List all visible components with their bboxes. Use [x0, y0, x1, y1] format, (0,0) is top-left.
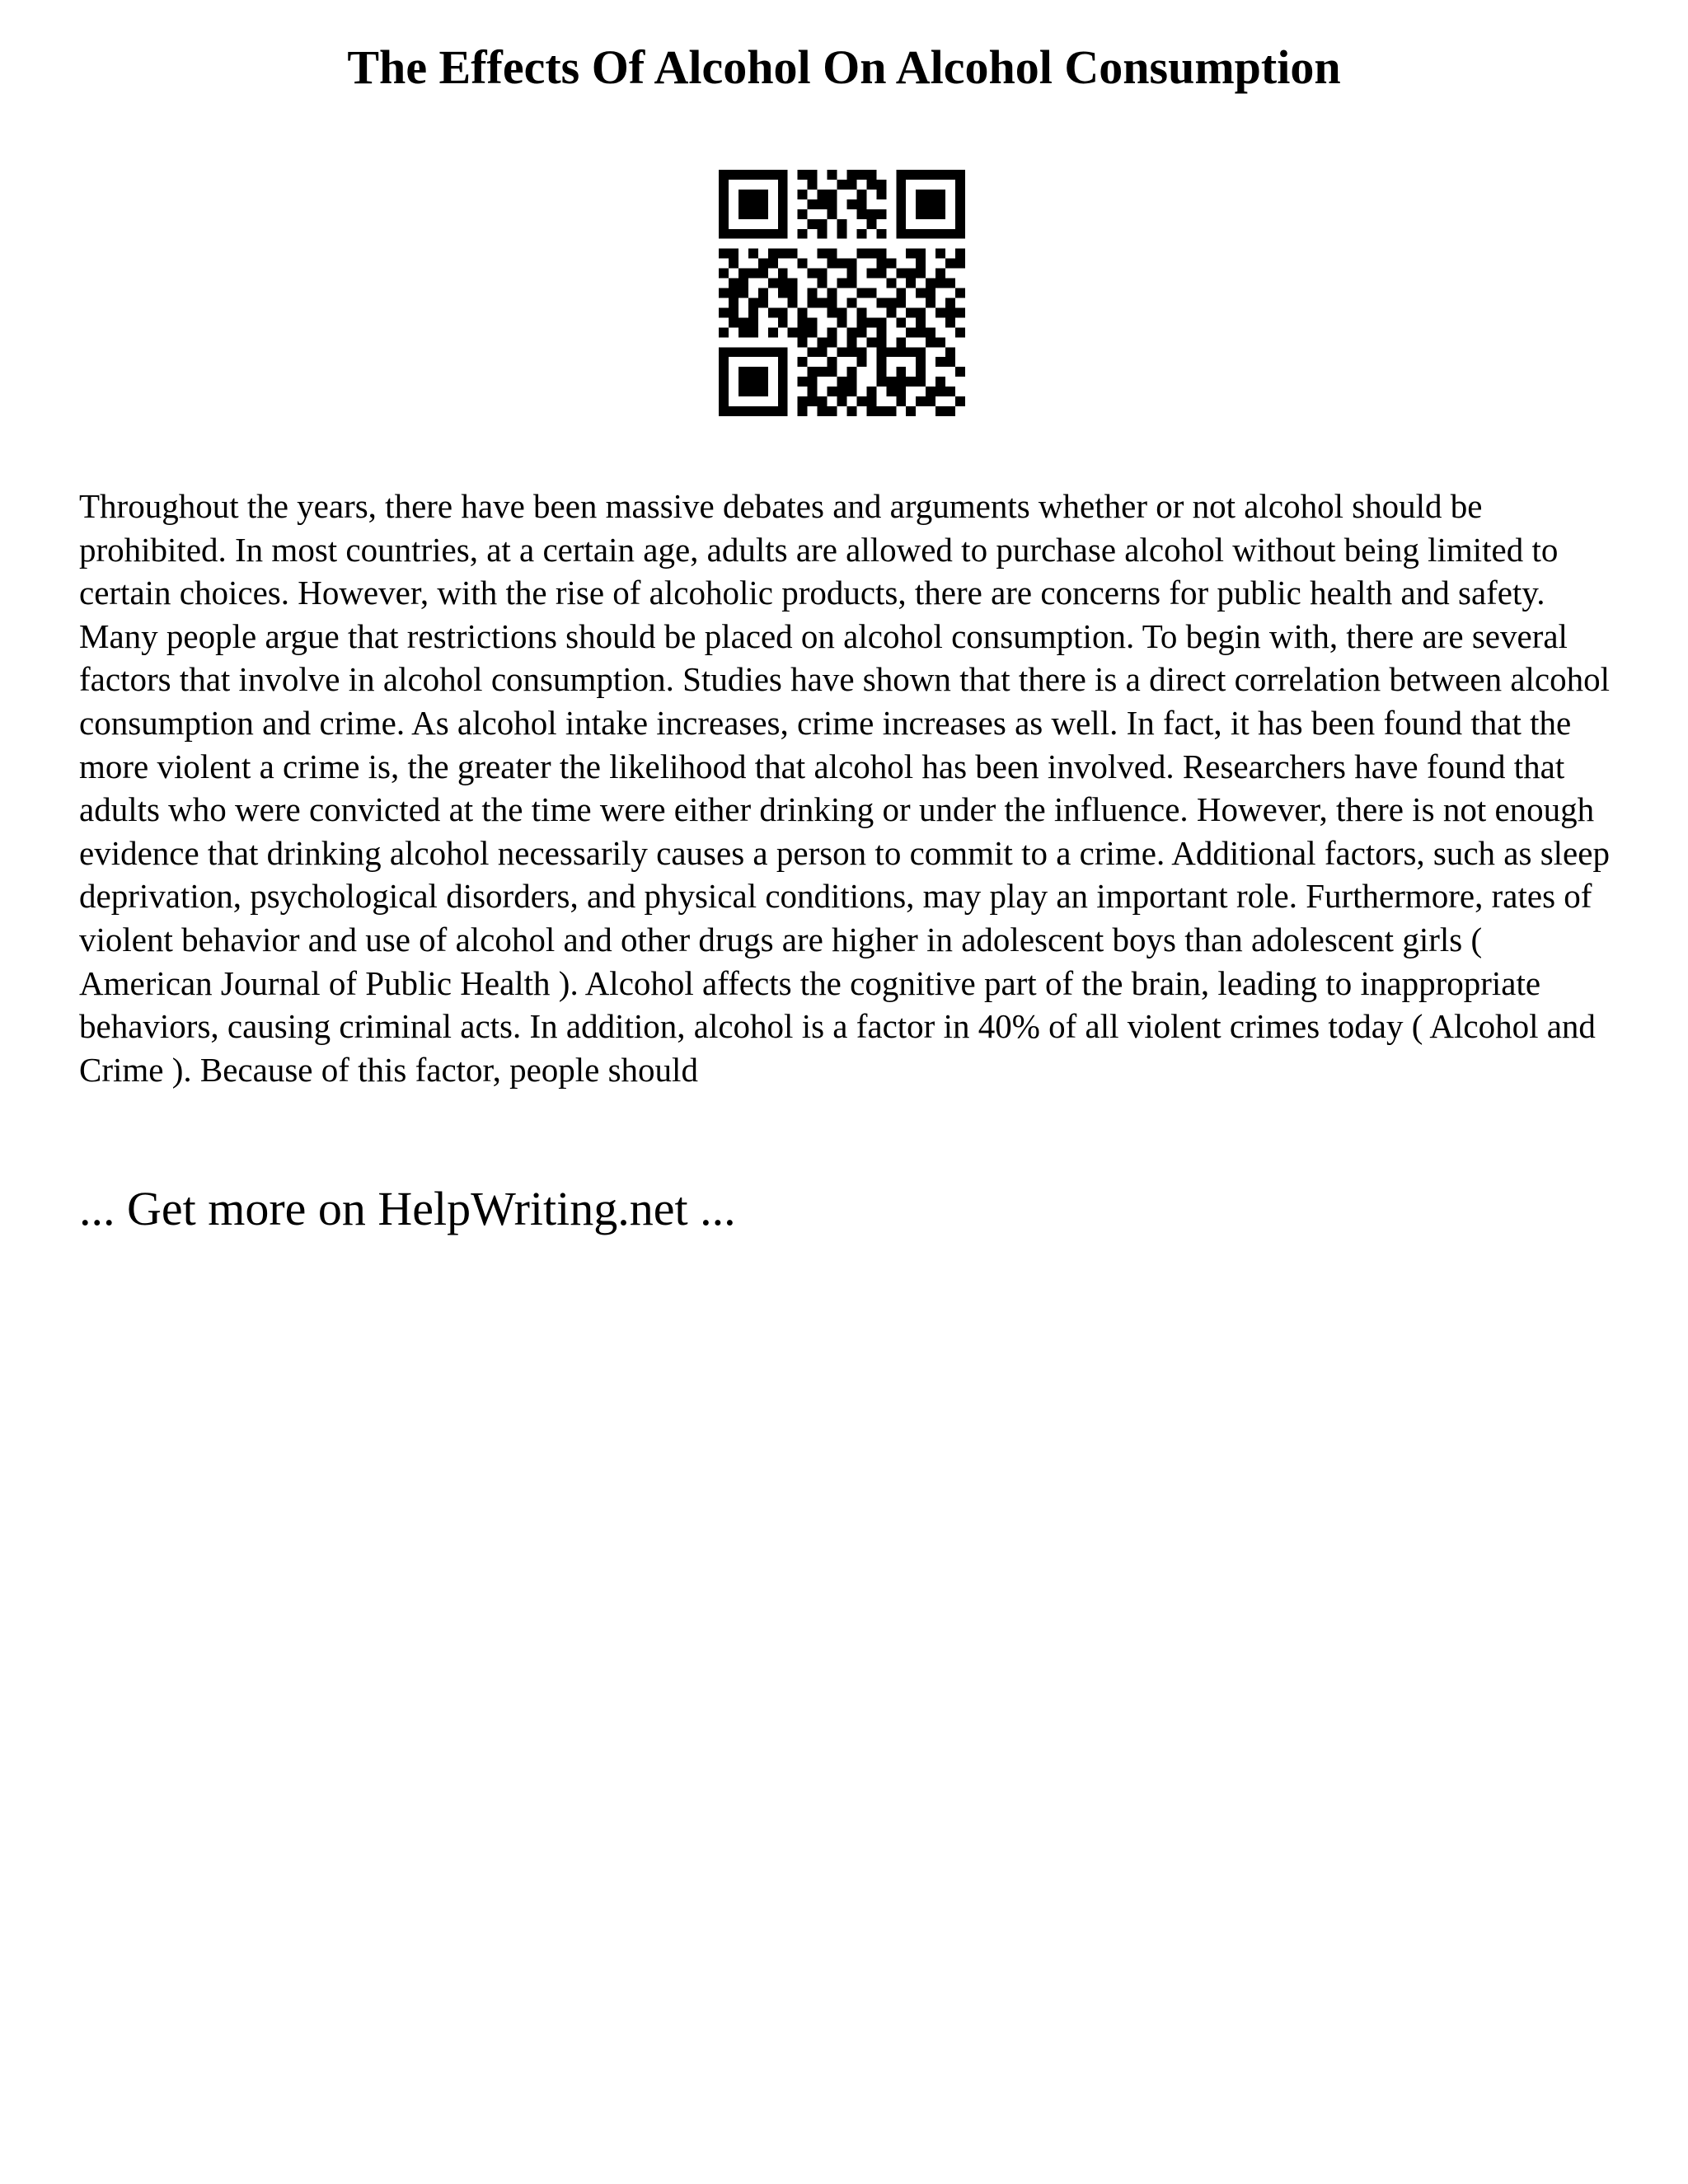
- qr-code-icon: [719, 170, 965, 416]
- get-more-link[interactable]: ... Get more on HelpWriting.net ...: [79, 1182, 736, 1235]
- document-body-text: Throughout the years, there have been massive debates and arguments whether or not alcohol should be prohibited. In most countries, at a certain age, adults are allowed to purchase alcohol without being limited to certain choices. However, with the rise of alcoholic products, there are concerns for public health and safety. Many people argue that restrictions should be placed on alcohol consumption. To begin with, there are several factors that involve in alcohol consumption. Studies have shown that there is a direct correlation between alcohol consumption and crime. As alcohol intake increases, crime increases as well. In fact, it has been found that the more violent a crime is, the greater the likelihood that alcohol has been involved. Researchers have found that adults who were convicted at the time were either drinking or under the influence. However, there is not enough evidence that drinking alcohol necessarily causes a person to commit to a crime. Additional factors, such as sleep deprivation, psychological disorders, and physical conditions, may play an important role. Furthermore, rates of violent behavior and use of alcohol and other drugs are higher in adolescent boys than adolescent girls ( American Journal of Public Health ). Alcohol affects the cognitive part of the brain, leading to inappropriate behaviors, causing criminal acts. In addition, alcohol is a factor in 40% of all violent crimes today ( Alcohol and Crime ). Because of this factor, people should: [79, 487, 1610, 1089]
- document-title: The Effects Of Alcohol On Alcohol Consumption: [347, 40, 1341, 94]
